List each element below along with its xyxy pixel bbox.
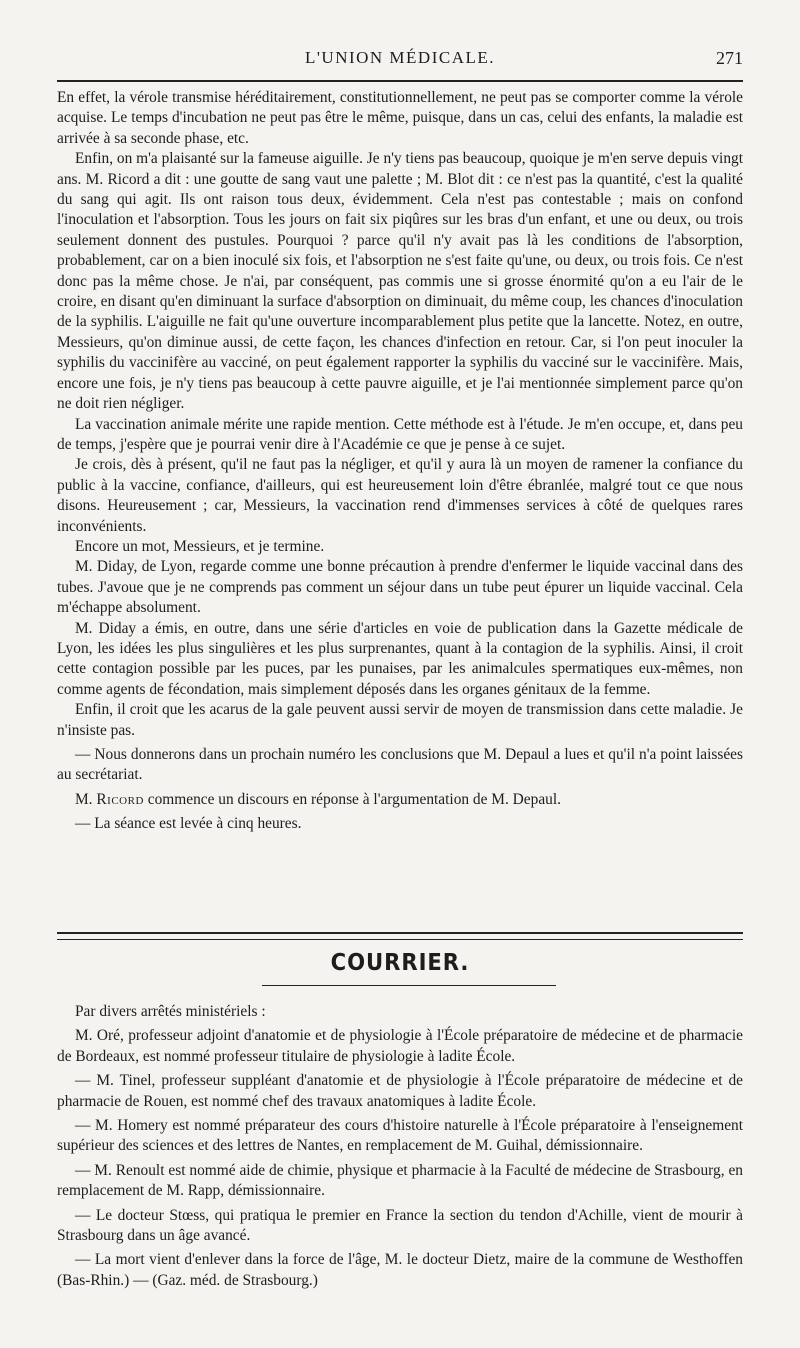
article-body: [57, 88, 743, 835]
paragraph: M. Diday a émis, en outre, dans une série d'articles en voie de publication dans la Gazette médicale de Lyon, les idées les plus singulières et les plus surprenantes, quant à la contagion de la syphilis. Ainsi, il croit cette contagion possible par les puces, par les punaises, par les animalcules spermatiques eux-mêmes, non comme agents de fécondation, mais simplement déposés dans les organes génitaux de la femme.: [57, 619, 743, 698]
paragraph: Je crois, dès à présent, qu'il ne faut pas la négliger, et qu'il y aura là un moyen de ramener la confiance du public à la vaccine, confiance, d'ailleurs, qui est heureusement loin d'être ébranlée, malgré tout ce que nous disons. Heureusement ; car, Messieurs, la vaccination rend d'immenses services à côté de quelques rares inconvénients.: [57, 456, 743, 535]
courrier-item: — M. Homery est nommé préparateur des cours d'histoire naturelle à l'École préparatoire à l'enseignement supérieur des sciences et des lettres de Nantes, en remplacement de M. Guihal, démissionnaire.: [57, 1117, 743, 1155]
page-header: [57, 44, 743, 78]
paragraph: Encore un mot, Messieurs, et je termine.: [75, 537, 325, 555]
speaker-name: Ricord: [96, 790, 144, 808]
courrier-item: — Le docteur Stœss, qui pratiqua le premier en France la section du tendon d'Achille, vient de mourir à Strasbourg dans un âge avancé.: [57, 1206, 743, 1245]
courrier-item: Par divers arrêtés ministériels :: [75, 1003, 266, 1020]
courrier-item: — La mort vient d'enlever dans la force de l'âge, M. le docteur Dietz, maire de la commune de Westhoffen (Bas-Rhin.) — (Gaz. méd. de Strasbourg.): [57, 1251, 743, 1289]
header-rule: [57, 80, 743, 82]
courrier-body: [57, 1002, 743, 1295]
paragraph: Enfin, on m'a plaisanté sur la fameuse aiguille. Je n'y tiens pas beaucoup, quoique je m'en serve depuis vingt ans. M. Ricord a dit : une goutte de sang vaut une palette ; M. Blot dit : ce n'est pas la quantité, c'est la qualité du sang qui agit. Ils ont raison tous deux, évidemment. Cela n'est pas contestable ; mais on confond l'inoculation et l'absorption. Tous les jours on fait six piqûres sur les bras d'un enfant, et une ou deux, ou trois seulement donnent des pustules. Pourquoi ? parce qu'il n'y avait pas là les conditions de l'absorption, probablement, car on a bien inoculé six fois, et l'absorption ne s'est faite qu'une, ou deux, ou trois fois. Ce n'est donc pas la même chose. Je n'ai, par conséquent, pas commis une si grosse énormité qu'on a eu l'air de le croire, en disant qu'en diminuant la surface d'absorption on diminuait, du même coup, les chances d'inoculation de la syphilis. L'aiguille ne fait qu'une ouverture incomparablement plus petite que la lancette. Notez, en outre, Messieurs, qu'on diminue aussi, de cette façon, les chances d'infection en retour. Car, si l'on peut inoculer la syphilis du vaccinifère au vacciné, on peut également rapporter la syphilis du vacciné sur le vaccinifère. Mais, encore une fois, je n'y tiens pas beaucoup à cette pauvre aiguille, et je l'ai mentionnée simplement parce qu'on ne doit rien négliger.: [57, 150, 743, 413]
paragraph: M. Diday, de Lyon, regarde comme une bonne précaution à prendre d'enfermer le liquide vaccinal dans des tubes. J'avoue que je ne comprends pas comment un séjour dans un tube peut épurer un liquide vaccinal. Cela m'échappe absolument.: [57, 558, 743, 617]
ricord-paragraph: [57, 790, 743, 810]
closing-line: — La séance est levée à cinq heures.: [75, 815, 302, 833]
section-divider: [57, 932, 743, 940]
section-title: COURRIER.: [330, 950, 470, 976]
paragraph: La vaccination animale mérite une rapide mention. Cette méthode est à l'étude. Je m'en occupe, et, dans peu de temps, j'espère que je pourrai venir dire à l'Académie ce que je pense à ce sujet.: [57, 415, 743, 453]
ricord-text: commence un discours en réponse à l'argumentation de M. Depaul.: [147, 790, 561, 808]
courrier-item: — M. Renoult est nommé aide de chimie, physique et pharmacie à la Faculté de médecine de Strasbourg, en remplacement de M. Rapp, démissionnaire.: [57, 1161, 743, 1200]
paragraph: — Nous donnerons dans un prochain numéro les conclusions que M. Depaul a lues et qu'il n'a point laissées au secrétariat.: [57, 746, 743, 784]
title-underline: [262, 985, 556, 986]
page-number: 271: [716, 48, 743, 68]
paragraph: Enfin, il croit que les acarus de la gale peuvent aussi servir de moyen de transmission dans cette maladie. Je n'insiste pas.: [57, 701, 743, 739]
running-title: L'UNION MÉDICALE.: [304, 48, 496, 67]
ricord-prefix: M.: [75, 790, 93, 808]
paragraph: En effet, la vérole transmise héréditairement, constitutionnellement, ne peut pas se comporter comme la vérole acquise. Le temps d'incubation ne peut pas être le même, puisque, dans un cas, celui des enfants, la maladie est arrivée à sa seconde phase, etc.: [57, 89, 743, 147]
courrier-item: — M. Tinel, professeur suppléant d'anatomie et de physiologie à l'École préparatoire de médecine et de pharmacie de Rouen, est nommé chef des travaux anatomiques à ladite École.: [57, 1072, 743, 1110]
courrier-item: M. Oré, professeur adjoint d'anatomie et de physiologie à l'École préparatoire de médecine et de pharmacie de Bordeaux, est nommé professeur titulaire de physiologie à ladite École.: [57, 1027, 743, 1065]
